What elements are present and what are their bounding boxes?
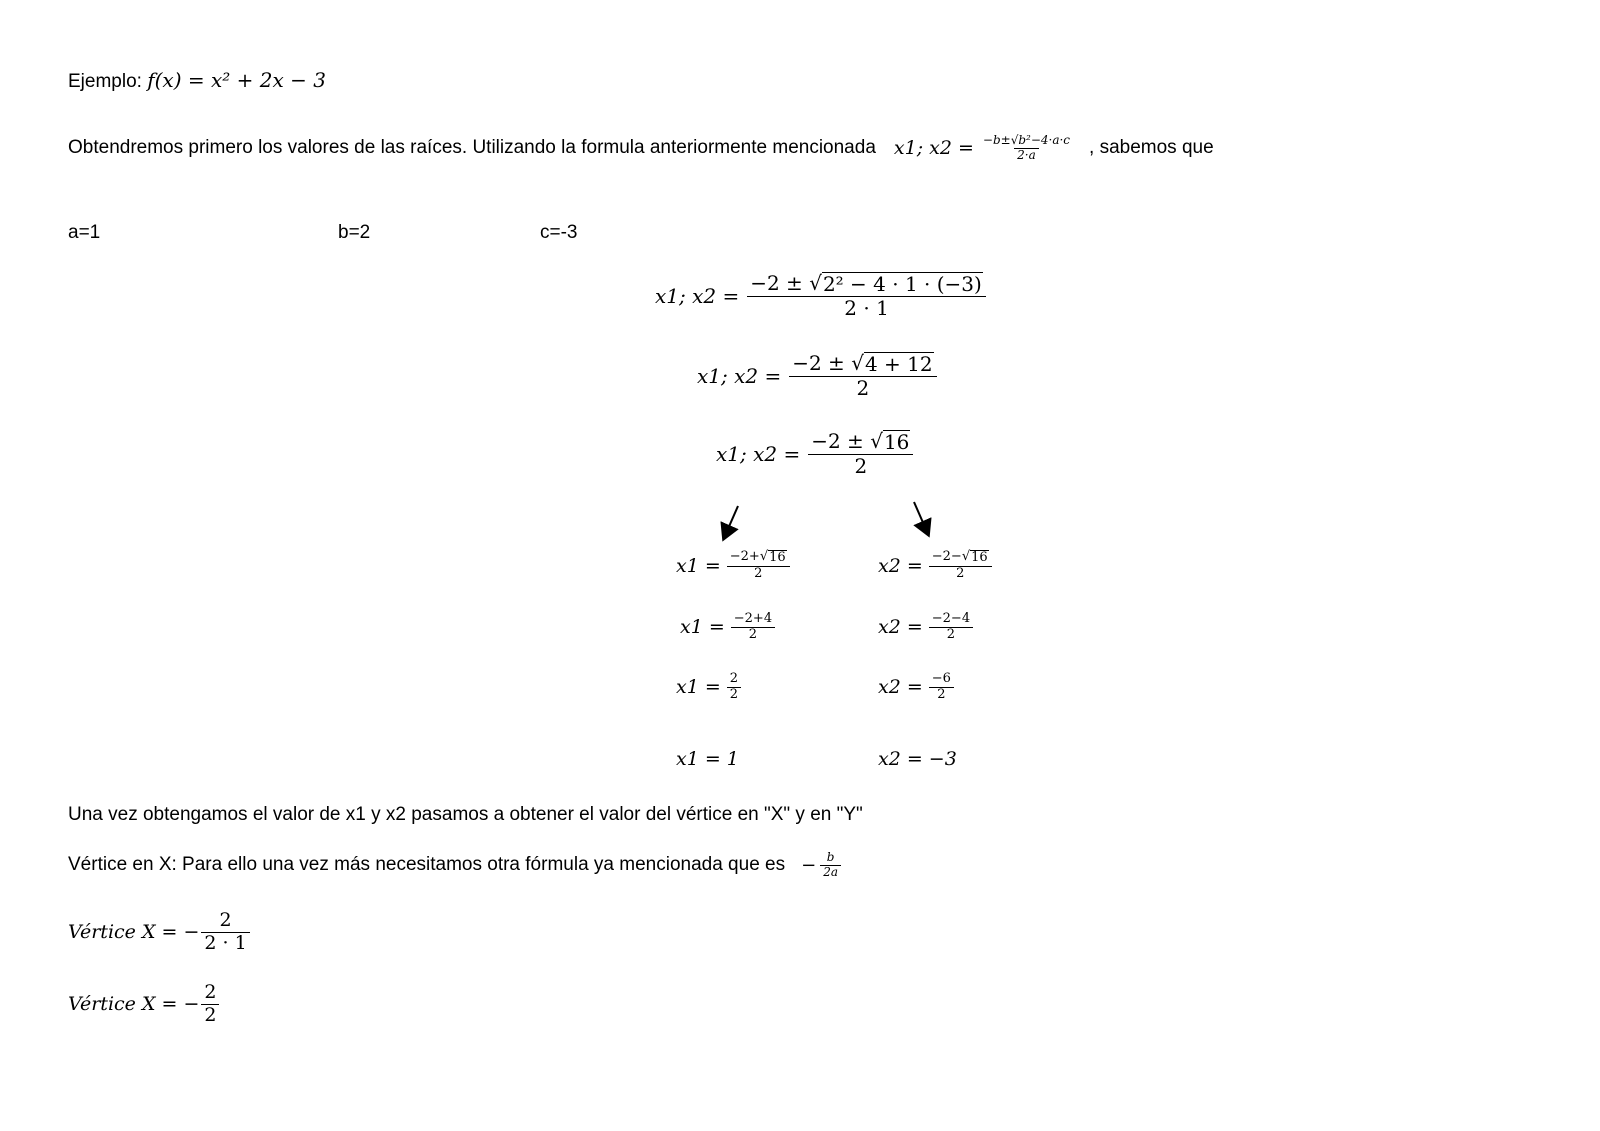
step-1-num-pre: −2 ±	[750, 271, 810, 295]
vertex-calc-2-fraction	[201, 982, 219, 1027]
x1-step-1-num-pre: −2+	[729, 549, 760, 564]
x2-step-3-lhs: x2 =	[878, 676, 923, 699]
x2-step-3	[878, 672, 954, 703]
vertex-calc-2-lhs: Vértice X = −	[68, 993, 200, 1016]
step-1-radicand: 2² − 4 · 1 · (−3)	[822, 272, 982, 296]
x2-step-1-radicand: 16	[971, 550, 988, 565]
x1-result: x1 = 1	[676, 748, 739, 770]
vertex-calc-1-denominator: 2 · 1	[201, 932, 249, 955]
x2-step-2	[878, 612, 973, 643]
step-1	[655, 272, 986, 320]
sqrt-symbol: √	[961, 549, 971, 564]
x2-step-2-fraction	[929, 612, 973, 643]
sqrt-symbol: √	[809, 271, 822, 295]
coefficient-a: a=1	[68, 222, 101, 243]
step-2	[697, 352, 937, 400]
step-1-sqrt	[809, 272, 983, 296]
x1-step-1	[676, 550, 790, 582]
x1-step-3	[676, 672, 741, 703]
sqrt-symbol: √	[851, 351, 864, 375]
sqrt-symbol: √	[759, 549, 769, 564]
x1-step-2	[680, 612, 775, 643]
vertex-calc-2	[68, 982, 219, 1027]
step-3-lhs: x1; x2 =	[716, 442, 801, 466]
vertex-calc-2-denominator: 2	[201, 1004, 219, 1027]
intro-line	[68, 128, 1214, 168]
x2-step-3-denominator: 2	[929, 687, 954, 703]
x1-step-2-fraction	[731, 612, 775, 643]
x2-step-1-num-pre: −2−	[931, 549, 962, 564]
x2-step-2-numerator: −2−4	[931, 611, 971, 626]
x1-step-2-lhs: x1 =	[680, 616, 725, 639]
x2-step-1-numerator	[929, 550, 992, 566]
x1-step-1-denominator: 2	[727, 566, 790, 582]
vertex-x-text: Vértice en X: Para ello una vez más necesitamos otra fórmula ya mencionada que es	[68, 854, 786, 875]
step-3-numerator	[808, 430, 913, 454]
vertex-x-sign: −	[801, 854, 817, 876]
sqrt-symbol: √	[870, 429, 883, 453]
step-2-denominator: 2	[789, 376, 936, 400]
example-function: f(x) = x² + 2x − 3	[147, 68, 326, 92]
vertex-calc-1	[68, 910, 250, 955]
vertex-x-numerator: b	[826, 849, 835, 864]
arrow-right-icon	[914, 502, 928, 534]
intro-text: Obtendremos primero los valores de las raíces. Utilizando la formula anteriormente mencionada	[68, 137, 876, 158]
step-3-radicand: 16	[883, 430, 910, 454]
step-1-numerator	[747, 272, 986, 296]
step-3	[716, 430, 913, 478]
x2-step-1	[878, 550, 992, 582]
intro-formula-numerator: −b±√b²−4·a·c	[982, 132, 1071, 147]
step-2-radicand: 4 + 12	[864, 352, 933, 376]
x2-step-1-fraction	[929, 550, 992, 582]
step-3-sqrt	[870, 430, 910, 454]
x1-step-1-lhs: x1 =	[676, 554, 721, 577]
step-2-lhs: x1; x2 =	[697, 364, 782, 388]
x1-step-2-denominator: 2	[731, 627, 775, 643]
x1-step-3-fraction	[727, 672, 741, 703]
example-line	[68, 68, 326, 93]
vertex-x-line	[68, 845, 841, 885]
x2-step-1-lhs: x2 =	[878, 554, 923, 577]
step-1-fraction	[747, 272, 986, 320]
vertex-calc-1-fraction	[201, 910, 249, 955]
step-2-num-pre: −2 ±	[792, 351, 852, 375]
step-2-fraction	[789, 352, 936, 400]
x2-result: x2 = −3	[878, 748, 957, 770]
intro-suffix: , sabemos que	[1089, 137, 1214, 158]
x2-step-2-lhs: x2 =	[878, 616, 923, 639]
x1-step-1-numerator	[727, 550, 790, 566]
x1-step-3-numerator: 2	[729, 671, 739, 686]
example-label: Ejemplo:	[68, 71, 142, 92]
x2-step-3-numerator: −6	[931, 671, 951, 686]
vertex-calc-2-numerator: 2	[204, 981, 217, 1003]
arrow-left-icon	[724, 506, 738, 538]
coefficient-c: c=-3	[540, 222, 578, 243]
step-2-sqrt	[851, 352, 933, 376]
intro-formula-fraction	[980, 134, 1073, 163]
x1-step-1-sqrt	[760, 550, 787, 566]
x1-step-2-numerator: −2+4	[733, 611, 773, 626]
x2-step-1-sqrt	[962, 550, 989, 566]
step-3-fraction	[808, 430, 913, 478]
coefficient-b: b=2	[338, 222, 371, 243]
x1-step-3-denominator: 2	[727, 687, 741, 703]
step-3-denominator: 2	[808, 454, 913, 478]
step-1-denominator: 2 · 1	[747, 296, 986, 320]
step-3-num-pre: −2 ±	[811, 429, 871, 453]
vertex-intro: Una vez obtengamos el valor de x1 y x2 pasamos a obtener el valor del vértice en "X" y en "Y"	[68, 804, 863, 825]
vertex-x-denominator: 2a	[820, 865, 841, 880]
intro-formula-denominator: 2·a	[1014, 148, 1039, 163]
step-1-lhs: x1; x2 =	[655, 284, 740, 308]
x2-step-3-fraction	[929, 672, 954, 703]
step-2-numerator	[789, 352, 936, 376]
x1-step-1-fraction	[727, 550, 790, 582]
intro-formula-lhs: x1; x2 =	[893, 137, 974, 159]
vertex-calc-1-lhs: Vértice X = −	[68, 921, 200, 944]
x2-step-1-denominator: 2	[929, 566, 992, 582]
x1-step-1-radicand: 16	[769, 550, 786, 565]
vertex-calc-1-numerator: 2	[219, 909, 232, 931]
x2-step-2-denominator: 2	[929, 627, 973, 643]
x1-step-3-lhs: x1 =	[676, 676, 721, 699]
branch-arrows	[700, 500, 940, 550]
vertex-x-fraction	[820, 851, 841, 880]
